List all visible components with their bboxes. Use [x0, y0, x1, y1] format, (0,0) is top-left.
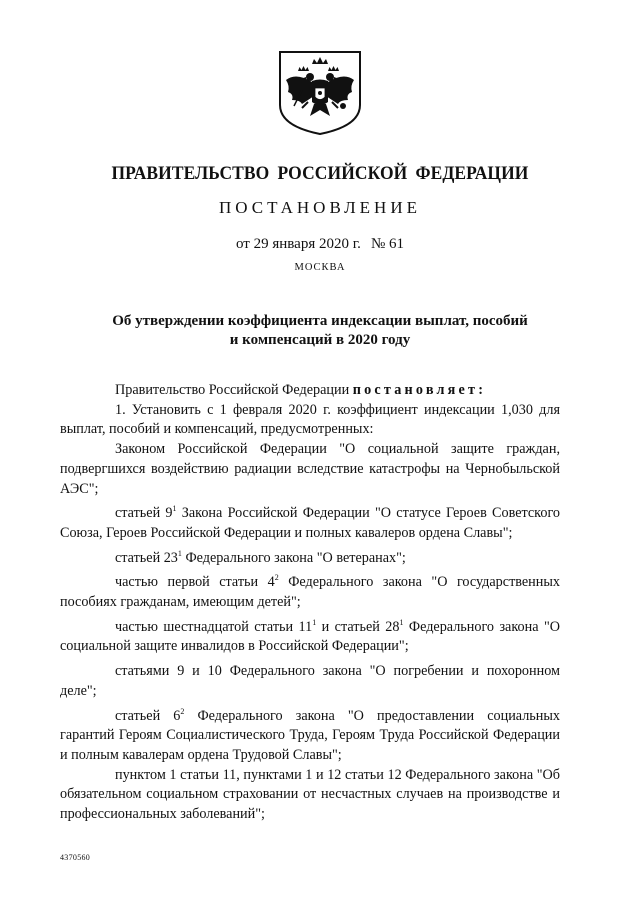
text: Закона Российской Федерации "О статусе Героев Советского Союза, Героев Российской Федерации и полных кавалеров ордена Славы"; — [60, 505, 560, 541]
paragraph-heroes-law — [60, 504, 560, 543]
text: и статьей 28 — [316, 618, 400, 635]
document-type: ПОСТАНОВЛЕНИЕ — [218, 198, 421, 217]
text: Федерального закона "О предоставлении социальных гарантий Героям Социалистического Труда, Героям Труда Российской Федерации и полным кавалерам ордена Трудовой Славы"; — [60, 707, 560, 763]
document-code: 4370560 — [60, 853, 91, 862]
text: статьей 6 — [115, 707, 181, 724]
superscript: 1 — [172, 504, 177, 514]
paragraph-chernobyl-law: Законом Российской Федерации "О социальной защите граждан, подвергшихся воздействию радиации вследствие катастрофы на Чернобыльской АЭС"; — [60, 441, 560, 497]
document-date: от 29 января 2020 г. — [236, 236, 361, 252]
paragraph-burial-law: статьями 9 и 10 Федерального закона "О погребении и похоронном деле"; — [60, 663, 560, 699]
document-date-line — [0, 236, 640, 253]
text: Федерального закона "О ветеранах"; — [181, 549, 406, 566]
text: статьей 9 — [115, 505, 173, 522]
paragraph-disabled-law — [60, 618, 560, 657]
superscript: 1 — [312, 617, 317, 627]
government-title: ПРАВИТЕЛЬСТВО РОССИЙСКОЙ ФЕДЕРАЦИИ — [111, 163, 529, 184]
paragraph-labour-heroes-law — [60, 707, 560, 766]
document-number: № 61 — [370, 236, 404, 252]
text: частью первой статьи 4 — [115, 574, 275, 591]
subject-line-2: и компенсаций в 2020 году — [229, 332, 411, 348]
text: Федерального закона "О социальной защите инвалидов в Российской Федерации"; — [60, 618, 560, 655]
paragraph-veterans-law — [60, 549, 560, 569]
paragraph-insurance-law: пунктом 1 статьи 11, пунктами 1 и 12 статьи 12 Федерального закона "Об обязательном социальном страховании от несчастных случаев на производстве и профессиональных заболеваний"; — [60, 766, 560, 823]
preamble-decree-word: постановляет: — [352, 382, 487, 398]
document-body — [60, 381, 560, 825]
subject-line-1: Об утверждении коэффициента индексации выплат, пособий — [112, 313, 528, 329]
superscript: 2 — [274, 573, 279, 583]
paragraph-1: 1. Установить с 1 февраля 2020 г. коэффициент индексации 1,030 для выплат, пособий и компенсаций, предусмотренных: — [60, 401, 560, 438]
preamble-paragraph — [60, 381, 560, 401]
text: статьей 23 — [115, 549, 178, 566]
document-city: МОСКВА — [294, 262, 346, 273]
russian-coat-of-arms-icon — [272, 50, 368, 136]
preamble-text: Правительство Российской Федерации — [115, 382, 353, 398]
text: Федерального закона "О государственных пособиях гражданам, имеющим детей"; — [60, 574, 560, 611]
document-subject — [60, 312, 580, 350]
superscript: 2 — [180, 706, 185, 716]
paragraph-child-benefits-law — [60, 573, 560, 612]
superscript: 1 — [399, 617, 404, 627]
text: частью шестнадцатой статьи 11 — [115, 618, 313, 635]
superscript: 1 — [177, 548, 182, 558]
